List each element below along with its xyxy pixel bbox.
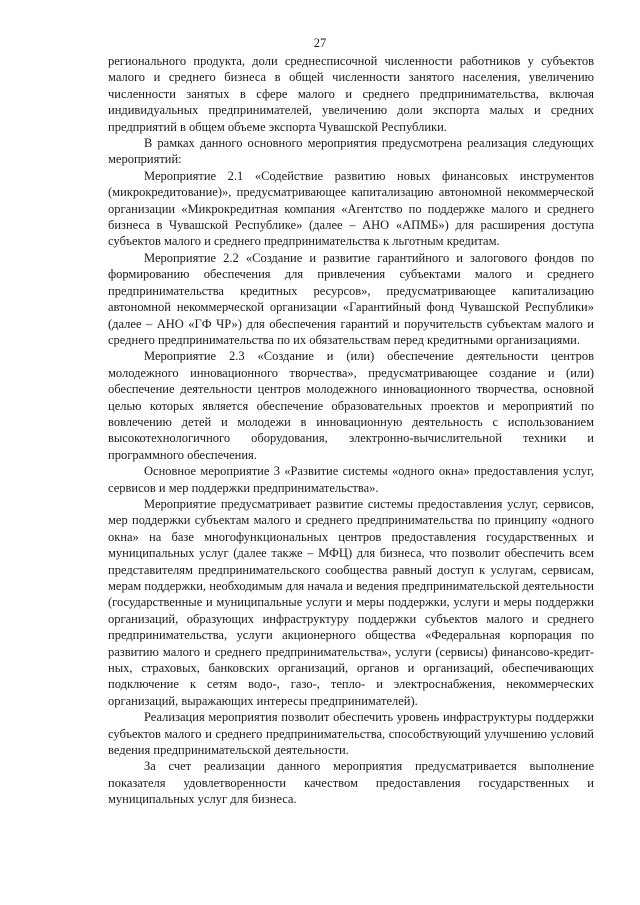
paragraph-main-measure-3: Основное мероприятие 3 «Развитие системы «одного окна» предоставления услуг, сервисов и мер поддержки предпринимательства». <box>108 464 594 495</box>
paragraph-measure-2-2: Мероприятие 2.2 «Создание и развитие гарантийного и залогового фондов по формированию обеспечения для привлечения субъектами малого и среднего предпринимательства кредитных ресурсов», предусматривающее капитализацию автономной некоммерческой организации «Гарантийный фонд Чувашской Республики» (далее – АНО «ГФ ЧР») для обеспечения гарантий и поручительств субъектам малого и среднего предпринимательства по их обязательствам перед кредитными организациями. <box>108 250 594 347</box>
document-body <box>108 53 594 808</box>
paragraph-indicator: За счет реализации данного мероприятия предусматривается выполнение показателя удовлетворенности качеством предоставления государственных и муниципальных услуг для бизнеса. <box>108 759 594 807</box>
page-number: 27 <box>313 36 327 50</box>
paragraph-implementation: Реализация мероприятия позволит обеспечить уровень инфраструктуры поддержки субъектов малого и среднего предпринимательства, способствующий улучшению условий ведения предпринимательской деятельности. <box>108 710 594 758</box>
paragraph-measure-2-1: Мероприятие 2.1 «Содействие развитию новых финансовых инструментов (микрокредитование)», предусматривающее капитализацию автономной некоммерческой организации «Микрокредитная компания «Агентство по поддержке малого и среднего бизнеса в Чувашской Республике» (далее – АНО «АПМБ») для расширения доступа субъектов малого и среднего предпринимательства к льготным кредитам. <box>108 168 594 249</box>
paragraph-continuation: регионального продукта, доли среднесписочной численности работников у субъектов малого и среднего бизнеса в общей численности занятого населения, увеличению численности занятых в сфере малого и среднего предпринимательства, включая индивидуальных предпринимателей, увеличению доли экспорта малых и средних предприятий в общем объеме экспорта Чувашской Республики. <box>108 54 594 134</box>
paragraph-measure-description: Мероприятие предусматривает развитие системы предоставления услуг, сервисов, мер поддержки субъектам малого и среднего предпринимательства по принципу «одного окна» на базе многофункциональных центров предоставления государственных и муниципальных услуг (далее также – МФЦ) для бизнеса, что позволит обеспечить всем представителям предпринимательского сообщества равный доступ к услугам, сервисам, мерам поддержки, необходимым для начала и ведения предпринимательской деятельности (государственные и муниципальные услуги и меры поддержки, услуги и меры поддержки организаций, образующих инфраструктуру поддержки субъектов малого и среднего предпринимательства, услуги акционерного общества «Федеральная корпорация по развитию малого и среднего предпринимательства», услуги (сервисы) финансово-кредитных, страховых, банковских организаций, органов и организаций, обеспечивающих подключение к сетям водо-, газо-, тепло- и электроснабжения, некоммерческих организаций, выражающих интересы предпринимателей). <box>108 496 594 708</box>
paragraph-intro: В рамках данного основного мероприятия предусмотрена реализация следующих мероприятий: <box>108 136 594 167</box>
paragraph-measure-2-3: Мероприятие 2.3 «Создание и (или) обеспечение деятельности центров молодежного инновационного творчества», предусматривающее создание и (или) обеспечение деятельности центров молодежного инновационного творчества, основной целью которых является обеспечение образовательных проектов и мероприятий по вовлечению детей и молодежи в инновационную деятельность с использованием высокотехнологичного оборудования, электронно-вычислительной техники и программного обеспечения. <box>108 349 594 462</box>
